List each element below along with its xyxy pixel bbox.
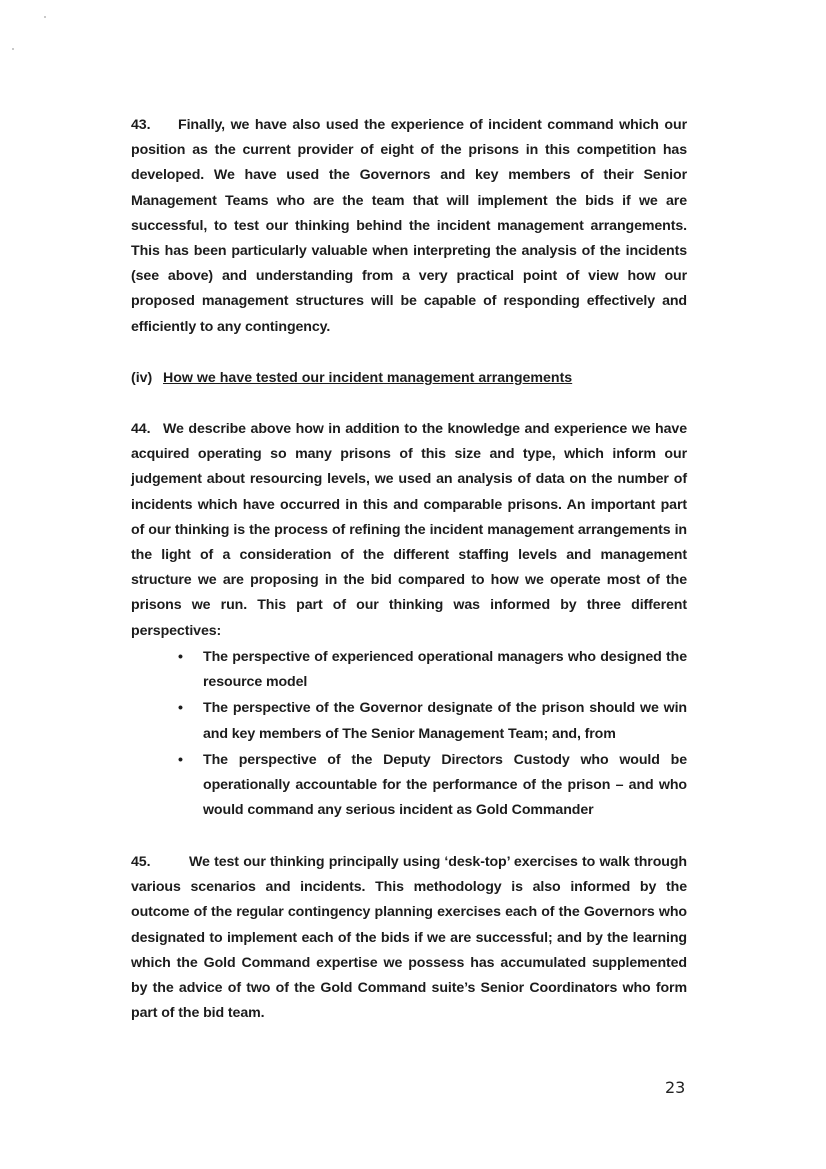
list-item — [175, 645, 687, 695]
list-item-text: The perspective of experienced operational managers who designed the resource model — [203, 649, 687, 691]
page-number: 23 — [665, 1078, 686, 1097]
bullet-marker: • — [178, 700, 183, 717]
section-title: How we have tested our incident management arrangements — [163, 370, 573, 386]
paragraph-text: We test our thinking principally using ‘desk-top’ exercises to walk through various scenarios and incidents. This methodology is also informed by the outcome of the regular contingency planning exercises each of the Governors who designated to implement each of the bids if we are successful; and by the learning which the Gold Command expertise we possess has accumulated supplemented by the advice of two of the Gold Command suite’s Senior Coordinators who form part of the bid team. — [131, 854, 687, 1022]
list-item — [175, 748, 687, 824]
paragraph-43 — [131, 113, 687, 340]
paragraph-text: Finally, we have also used the experience of incident command which our position as the current provider of eight of the prisons in this competition has developed. We have used the Governors and key members of their Senior Management Teams who are the team that will implement the bids if we are successful, to test our thinking behind the incident management arrangements. This has been particularly valuable when interpreting the analysis of the incidents (see above) and understanding from a very practical point of view how our proposed management structures will be capable of responding effectively and efficiently to any contingency. — [131, 117, 687, 335]
perspectives-list — [175, 645, 687, 824]
bullet-marker: • — [178, 649, 183, 665]
paragraph-45 — [131, 850, 687, 1026]
paragraph-44 — [131, 417, 687, 644]
section-numeral: (iv) — [131, 370, 153, 386]
paragraph-number: 44. — [131, 421, 151, 437]
scan-mark — [12, 48, 14, 50]
paragraph-number: 43. — [131, 117, 151, 133]
paragraph-text: We describe above how in addition to the knowledge and experience we have acquired operating so many prisons of this size and type, which inform our judgement about resourcing levels, we used an analysis of data on the number of incidents which have occurred in this and comparable prisons. An important part of our thinking is the process of refining the incident management arrangements in the light of a consideration of the different staffing levels and management structure we are proposing in the bid compared to how we operate most of the prisons we run. This part of our thinking was informed by three different perspectives: — [131, 421, 687, 639]
paragraph-number: 45. — [131, 854, 151, 870]
section-heading — [131, 366, 572, 391]
list-item-text: The perspective of the Governor designate of the prison should we win and key members of The Senior Management Team; and, from — [203, 700, 687, 742]
scan-mark — [44, 16, 46, 18]
list-item-text: The perspective of the Deputy Directors Custody who would be operationally accountable for the performance of the prison – and who would command any serious incident as Gold Commander — [203, 751, 687, 819]
list-item — [175, 696, 687, 746]
bullet-marker: • — [178, 751, 183, 768]
